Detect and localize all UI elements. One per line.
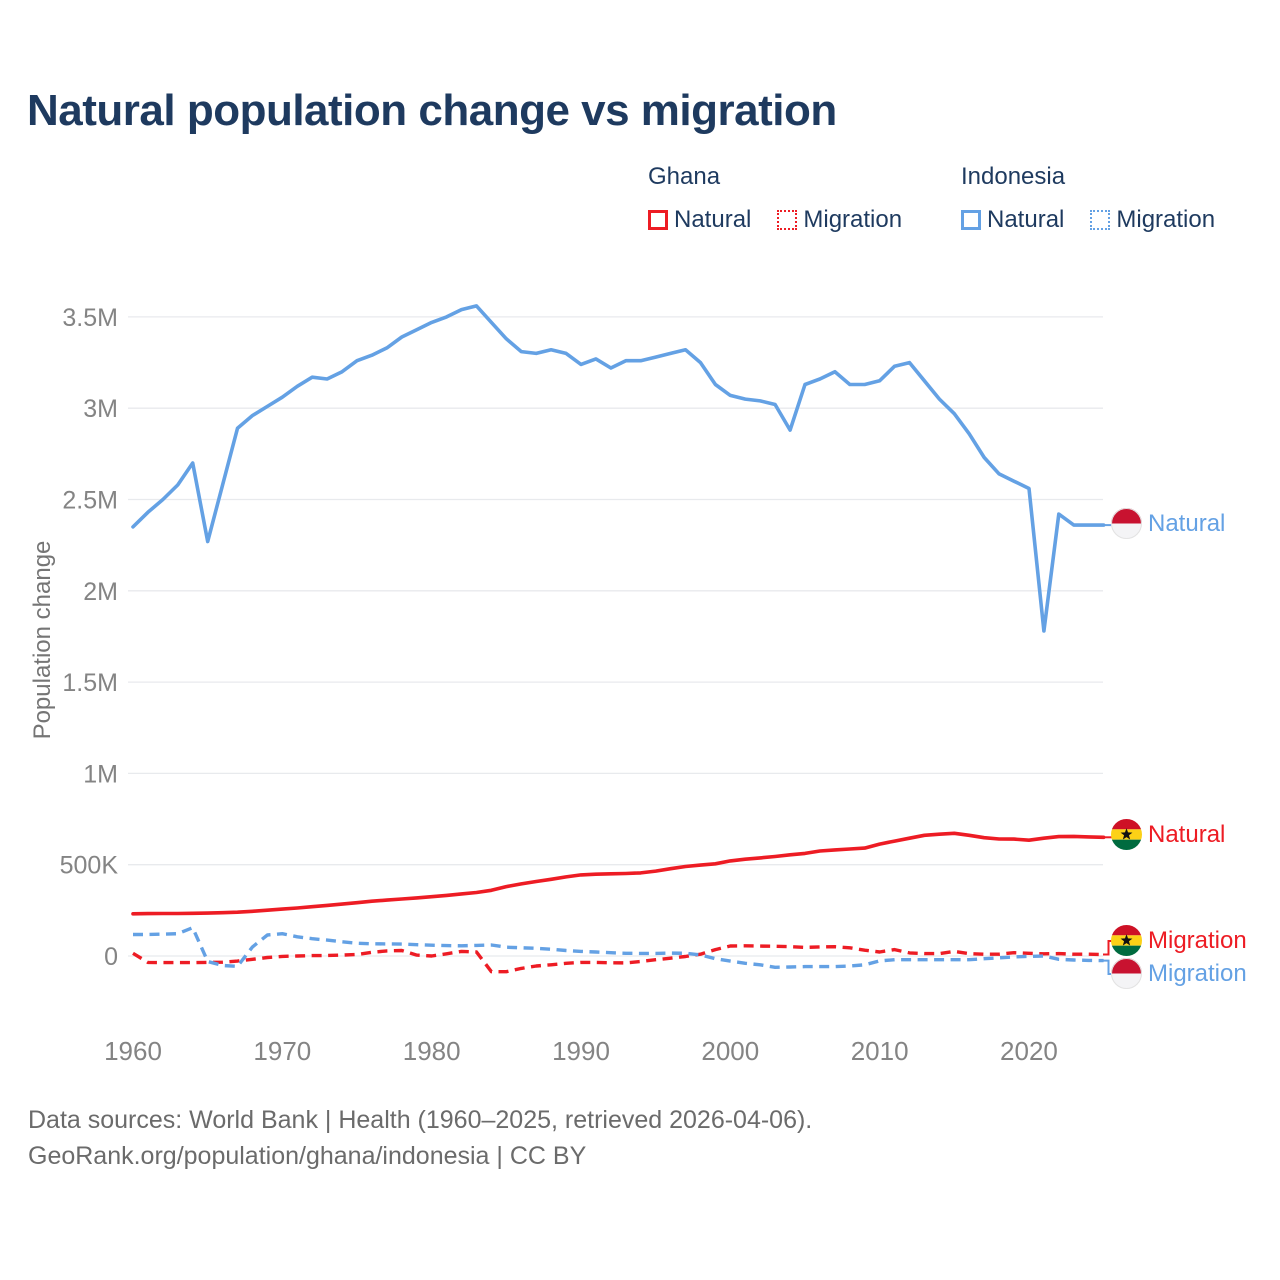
y-tick-label-1M: 1M <box>83 760 118 789</box>
end-label-indonesia-migration <box>1111 958 1247 989</box>
legend-item-label: Natural <box>987 206 1065 233</box>
y-tick-label-2.5M: 2.5M <box>62 486 118 515</box>
y-tick-label-2M: 2M <box>83 577 118 606</box>
x-tick-label-1990: 1990 <box>552 1036 610 1066</box>
series-line-indonesia-natural <box>133 306 1104 631</box>
legend-group-title: Ghana <box>648 163 721 190</box>
x-tick-label-1960: 1960 <box>104 1036 162 1066</box>
y-axis-title: Population change <box>29 540 56 740</box>
y-tick-label-0: 0 <box>104 943 118 971</box>
footer-sources-line: Data sources: World Bank | Health (1960–2025, retrieved 2026-04-06). <box>28 1106 813 1134</box>
legend-group-title: Indonesia <box>961 163 1066 190</box>
end-label-text: Migration <box>1148 926 1247 954</box>
end-label-text: Migration <box>1148 959 1247 987</box>
end-label-ghana-migration <box>1111 925 1247 956</box>
end-label-text: Natural <box>1148 820 1226 848</box>
ghana-flag-icon <box>1111 925 1142 956</box>
x-tick-label-2000: 2000 <box>701 1036 760 1066</box>
end-label-indonesia-natural <box>1111 508 1225 539</box>
ghana-flag-icon <box>1111 819 1142 850</box>
x-tick-label-2010: 2010 <box>850 1036 909 1066</box>
page-title: Natural population change vs migration <box>27 86 837 135</box>
y-tick-label-3.5M: 3.5M <box>62 303 118 332</box>
y-tick-label-3M: 3M <box>83 395 118 424</box>
indonesia-flag-icon <box>1111 958 1142 989</box>
indonesia-flag-icon <box>1111 508 1142 539</box>
footer <box>28 1102 812 1174</box>
y-tick-label-500K: 500K <box>59 851 118 880</box>
footer-attribution-line: GeoRank.org/population/ghana/indonesia | CC BY <box>28 1142 587 1170</box>
x-tick-label-1970: 1970 <box>253 1036 312 1066</box>
series-line-ghana-natural <box>133 833 1104 914</box>
x-tick-label-1980: 1980 <box>402 1036 461 1066</box>
x-tick-label-2020: 2020 <box>1000 1036 1058 1066</box>
legend-item-label: Migration <box>803 206 903 233</box>
y-tick-label-1.5M: 1.5M <box>62 669 118 698</box>
end-label-text: Natural <box>1148 509 1226 537</box>
legend-item-label: Natural <box>674 206 752 233</box>
legend-item-label: Migration <box>1116 206 1216 233</box>
end-label-ghana-natural <box>1111 819 1225 850</box>
